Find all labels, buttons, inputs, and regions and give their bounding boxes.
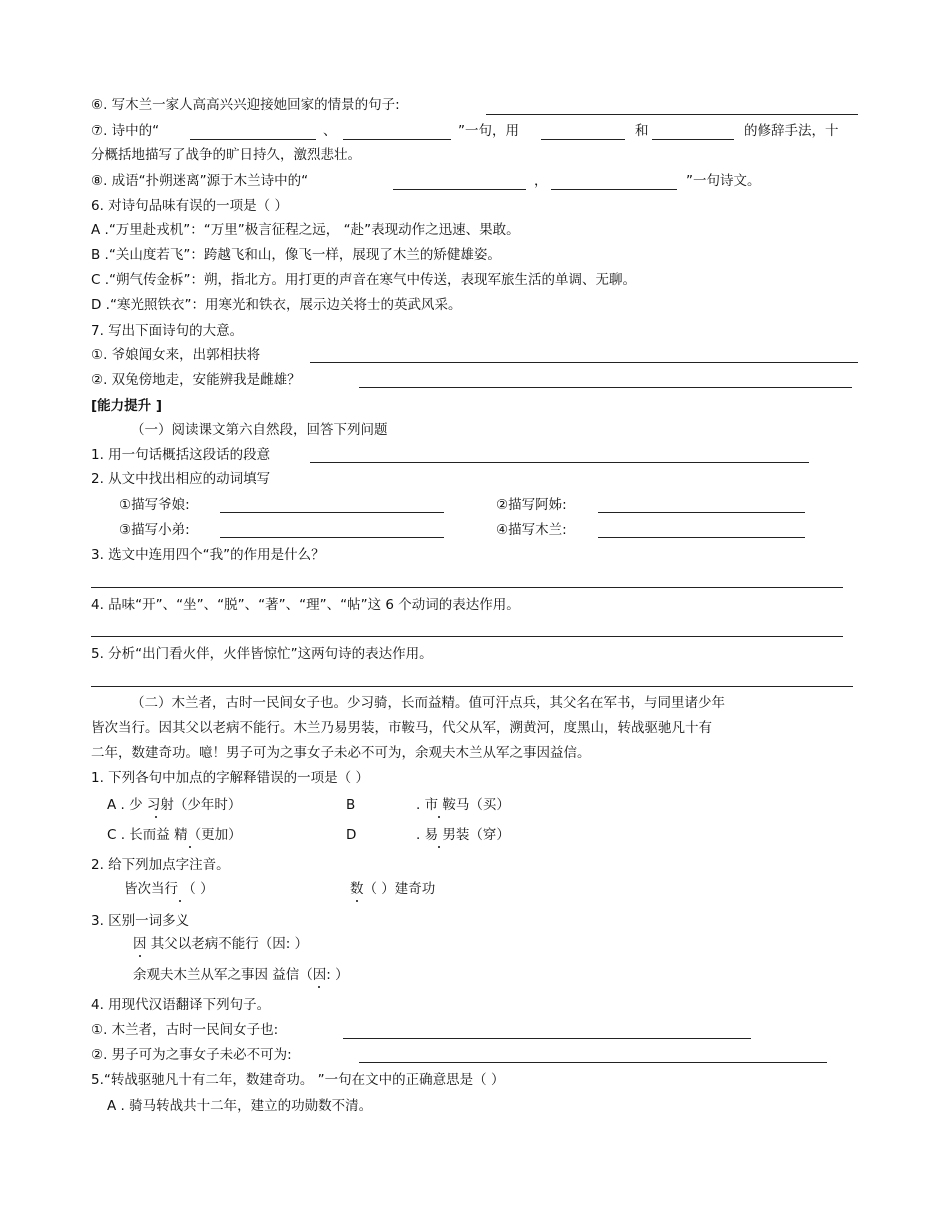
q7-sentence-1: ①. 爷娘闻女来，出郭相扶将 — [91, 347, 261, 363]
part1-question-5: 5. 分析“出门看火伴，火伴皆惊忙”这两句诗的表达作用。 — [91, 646, 433, 662]
part2-passage-line-1: （二）木兰者，古时一民间女子也。少习骑，长而益精。值可汗点兵，其父名在军书，与同里诸少年 — [131, 695, 725, 711]
part2-q1-option-d-letter: D — [346, 827, 357, 843]
part2-q3-item-a: 因 其父以老病不能行（因: ） — [133, 936, 309, 952]
q7-sentence-2: ②. 双兔傍地走，安能辨我是雌雄？ — [91, 372, 301, 388]
part2-question-1: 1. 下列各句中加点的字解释错误的一项是（ ） — [91, 770, 369, 786]
answer-line[interactable] — [310, 462, 809, 463]
part2-q4-sentence-2: ②. 男子可为之事女子未必不可为: — [91, 1047, 292, 1063]
q5-item-7-and: 和 — [635, 123, 649, 139]
answer-line[interactable] — [393, 189, 526, 190]
answer-line[interactable] — [190, 139, 316, 140]
q5-item-8-end: ”一句诗文。 — [686, 173, 761, 189]
part2-q1-option-b: . 市 鞍马（买） — [416, 797, 510, 813]
answer-line[interactable] — [91, 686, 853, 687]
part2-passage-line-3: 二年，数建奇功。噫！男子可为之事女子未必不可为，余观夫木兰从军之事因益信。 — [91, 745, 591, 761]
answer-line[interactable] — [598, 512, 805, 513]
q5-item-7-continued: 分概括地描写了战争的旷日持久，激烈悲壮。 — [91, 147, 361, 163]
part1-q2-item-2: ②描写阿姊: — [496, 497, 567, 513]
answer-line[interactable] — [343, 139, 451, 140]
part2-question-2: 2. 给下列加点字注音。 — [91, 857, 230, 873]
emphasis-dot — [318, 986, 320, 988]
part1-q2-item-3: ③描写小弟: — [119, 522, 190, 538]
part2-question-5: 5.“转战驱驰凡十有二年，数建奇功。 ”一句在文中的正确意思是（ ） — [91, 1072, 505, 1088]
part2-question-3: 3. 区别一词多义 — [91, 913, 190, 929]
part1-question-3: 3. 选文中连用四个“我”的作用是什么？ — [91, 547, 325, 563]
emphasis-dot — [189, 846, 191, 848]
part1-question-4: 4. 品味“开”、“坐”、“脱”、“著”、“理”、“帖”这 6 个动词的表达作用。 — [91, 597, 520, 613]
emphasis-dot — [155, 816, 157, 818]
part1-q2-item-4: ④描写木兰: — [496, 522, 567, 538]
answer-line[interactable] — [359, 1062, 827, 1063]
answer-line[interactable] — [310, 362, 858, 363]
answer-line[interactable] — [91, 587, 843, 588]
q5-item-6: ⑥. 写木兰一家人高高兴兴迎接她回家的情景的句子: — [91, 97, 400, 113]
emphasis-dot — [438, 846, 440, 848]
part2-q1-option-c: C . 长而益 精（更加） — [107, 827, 242, 843]
answer-line[interactable] — [541, 139, 625, 140]
section-heading: [能力提升 ] — [91, 398, 163, 414]
answer-line[interactable] — [359, 387, 852, 388]
part1-intro: （一）阅读课文第六自然段，回答下列问题 — [131, 422, 388, 438]
answer-line[interactable] — [220, 512, 444, 513]
part2-q1-option-d: . 易 男装（穿） — [416, 827, 510, 843]
part2-q2-item-a: 皆次当行 （ ） — [124, 881, 214, 897]
part2-question-4: 4. 用现代汉语翻译下列句子。 — [91, 997, 271, 1013]
q7-stem: 7. 写出下面诗句的大意。 — [91, 323, 244, 339]
part2-q4-sentence-1: ①. 木兰者，古时一民间女子也: — [91, 1022, 279, 1038]
q6-option-c: C .“朔气传金柝”：朔，指北方。用打更的声音在寒气中传送，表现军旅生活的单调、无聊。 — [91, 272, 636, 288]
q6-option-b: B .“关山度若飞”：跨越飞和山，像飞一样，展现了木兰的矫健雄姿。 — [91, 247, 501, 263]
answer-line[interactable] — [343, 1038, 751, 1039]
emphasis-dot — [356, 900, 358, 902]
q6-option-a: A .“万里赴戎机”：“万里”极言征程之远， “赴”表现动作之迅速、果敢。 — [91, 222, 520, 238]
part2-q3-item-b: 余观夫木兰从军之事因 益信（因: ） — [133, 967, 349, 983]
part2-passage-line-2: 皆次当行。因其父以老病不能行。木兰乃易男装，市鞍马，代父从军，溯黄河，度黑山，转战驱驰凡十有 — [91, 720, 712, 736]
part2-q5-option-a: A . 骑马转战共十二年，建立的功勋数不清。 — [107, 1098, 373, 1114]
answer-line[interactable] — [652, 139, 734, 140]
part2-q1-option-b-letter: B — [346, 797, 356, 813]
answer-line[interactable] — [91, 636, 843, 637]
emphasis-dot — [139, 955, 141, 957]
part1-question-1: 1. 用一句话概括这段话的段意 — [91, 447, 271, 463]
emphasis-dot — [438, 816, 440, 818]
q5-item-8-comma: ， — [534, 173, 548, 189]
answer-line[interactable] — [486, 114, 858, 115]
q5-item-7-separator: 、 — [323, 123, 337, 139]
emphasis-dot — [179, 900, 181, 902]
q5-item-7-end: 的修辞手法，十 — [744, 123, 839, 139]
answer-line[interactable] — [220, 537, 444, 538]
part1-q2-item-1: ①描写爷娘: — [119, 497, 190, 513]
q5-item-8-start: ⑧. 成语“扑朔迷离”源于木兰诗中的“ — [91, 173, 309, 189]
answer-line[interactable] — [551, 189, 677, 190]
q6-stem: 6. 对诗句品味有误的一项是（ ） — [91, 198, 288, 214]
part2-q2-item-b: 数（ ）建奇功 — [350, 881, 436, 897]
q5-item-7-start: ⑦. 诗中的“ — [91, 123, 160, 139]
answer-line[interactable] — [598, 537, 805, 538]
part2-q1-option-a: A . 少 习射（少年时） — [107, 797, 242, 813]
q6-option-d: D .“寒光照铁衣”：用寒光和铁衣，展示边关将士的英武风采。 — [91, 297, 462, 313]
part1-question-2: 2. 从文中找出相应的动词填写 — [91, 471, 271, 487]
q5-item-7-middle: ”一句，用 — [458, 123, 519, 139]
